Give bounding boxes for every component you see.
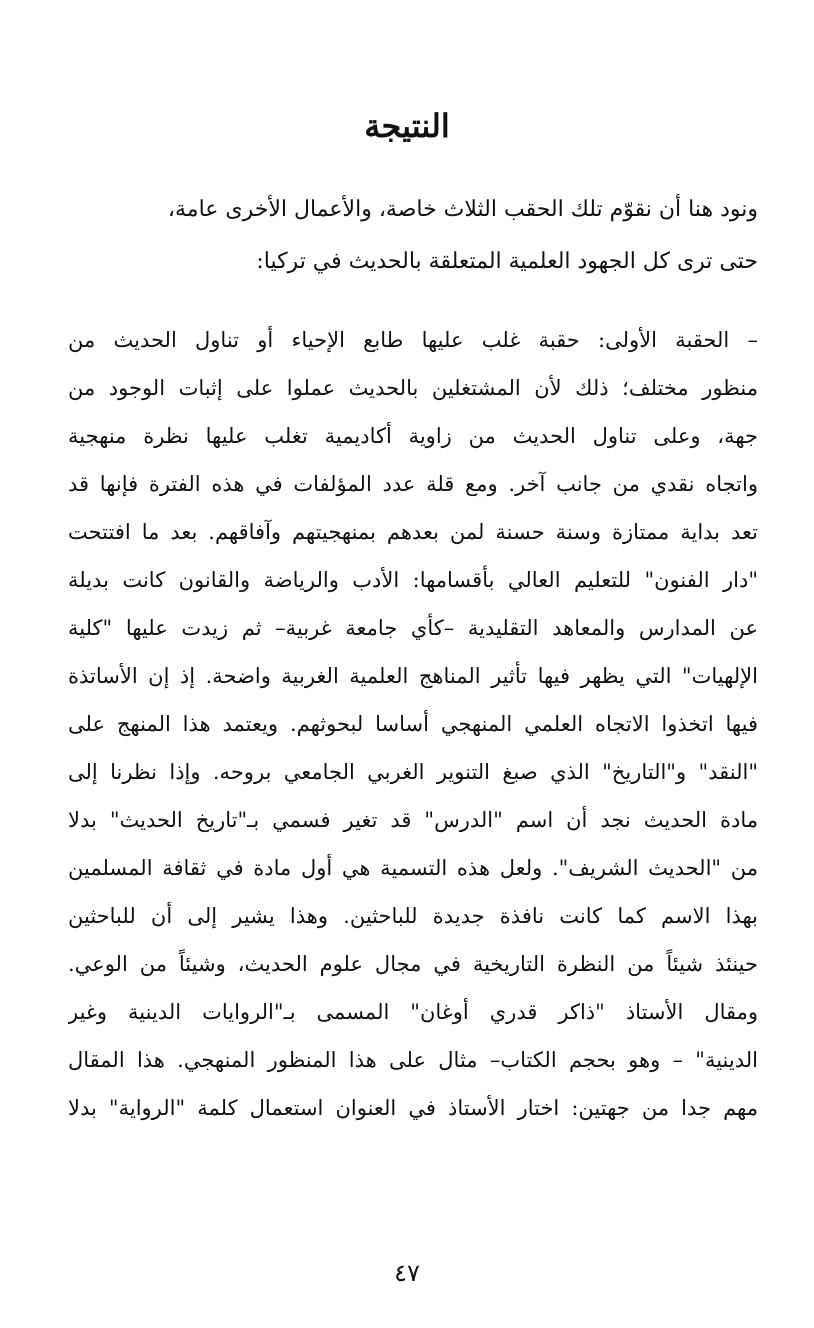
body-line: الدينية" – وهو بحجم الكتاب– مثال على هذا المنظور المنهجي. هذا المقال [68,1048,758,1072]
body-line: من "الحديث الشريف". ولعل هذه التسمية هي أول مادة في ثقافة المسلمين [68,856,758,880]
body-line: – الحقبة الأولى: حقبة غلب عليها طابع الإحياء أو تناول الحديث من [68,328,758,352]
body-line: فيها اتخذوا الاتجاه العلمي المنهجي أساسا لبحوثهم. ويعتمد هذا المنهج على [68,712,758,736]
page-title: النتيجة [364,107,450,145]
page-number: ٤٧ [394,1259,420,1287]
body-line: واتجاه نقدي من جانب آخر. ومع قلة عدد المؤلفات في هذه الفترة فإنها قد [68,472,758,496]
intro-line: حتى ترى كل الجهود العلمية المتعلقة بالحديث في تركيا: [256,249,758,274]
body-line: مهم جدا من جهتين: اختار الأستاذ في العنوان استعمال كلمة "الرواية" بدلا [68,1096,758,1120]
body-line: جهة، وعلى تناول الحديث من زاوية أكاديمية تغلب عليها نظرة منهجية [68,424,758,448]
body-line: عن المدارس والمعاهد التقليدية –كأي جامعة غربية– ثم زيدت عليها "كلية [68,616,758,640]
body-line: بهذا الاسم كما كانت نافذة جديدة للباحثين. وهذا يشير إلى أن للباحثين [68,904,758,928]
body-line: حينئذ شيئاً من النظرة التاريخية في مجال علوم الحديث، وشيئاً من الوعي. [68,952,758,976]
body-line: مادة الحديث نجد أن اسم "الدرس" قد تغير فسمي بـ"تاريخ الحديث" بدلا [68,808,758,832]
intro-line: ونود هنا أن نقوّم تلك الحقب الثلاث خاصة، والأعمال الأخرى عامة، [167,197,758,222]
intro-paragraph [68,184,758,288]
body-line: "النقد" و"التاريخ" الذي صبغ التنوير الغربي الجامعي بروحه. وإذا نظرنا إلى [68,760,758,784]
body-paragraph [68,316,758,1132]
body-line: منظور مختلف؛ ذلك لأن المشتغلين بالحديث عملوا على إثبات الوجود من [68,376,758,400]
body-line: الإلهيات" التي يظهر فيها تأثير المناهج العلمية الغربية واضحة. إذ إن الأساتذة [68,664,758,688]
body-line: "دار الفنون" للتعليم العالي بأقسامها: الأدب والرياضة والقانون كانت بديلة [68,568,758,592]
body-line: ومقال الأستاذ "ذاكر قدري أوغان" المسمى بـ"الروايات الدينية وغير [68,1000,758,1024]
body-line: تعد بداية ممتازة وسنة حسنة لمن بعدهم بمنهجيتهم وآفاقهم. بعد ما افتتحت [68,520,758,544]
